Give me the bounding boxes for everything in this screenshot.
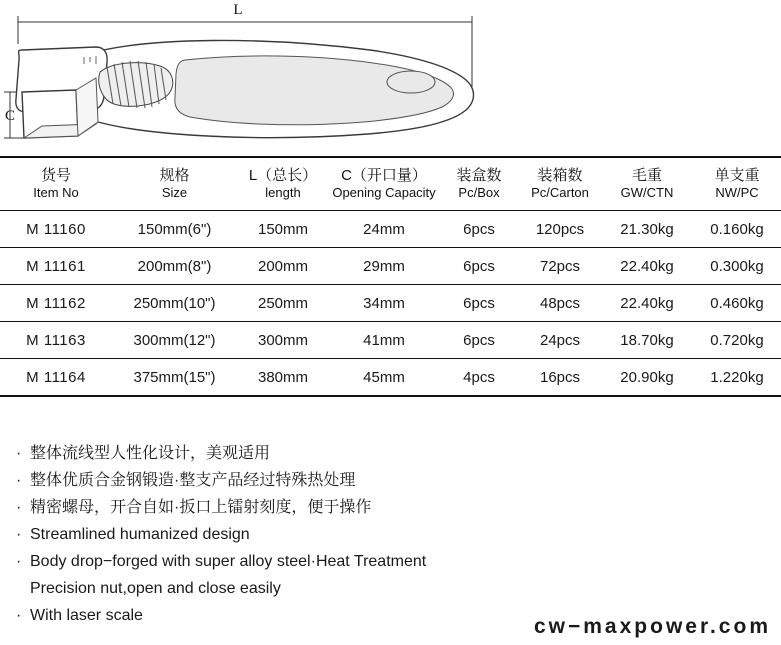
- column-header-gw-en: GW/CTN: [620, 185, 674, 200]
- cell-net-weight: 0.160kg: [693, 211, 781, 248]
- feature-list: [16, 440, 716, 629]
- product-diagram: [0, 0, 781, 155]
- cell-gross-weight: 22.40kg: [601, 285, 693, 322]
- diagram-label-capacity: C: [5, 108, 16, 124]
- cell-length: 150mm: [237, 211, 329, 248]
- column-header-item-no: [0, 157, 112, 211]
- cell-net-weight: 0.720kg: [693, 322, 781, 359]
- cell-net-weight: 0.460kg: [693, 285, 781, 322]
- cell-pc-carton: 24pcs: [519, 322, 601, 359]
- cell-opening: 45mm: [329, 359, 439, 397]
- cell-opening: 41mm: [329, 322, 439, 359]
- cell-size: 200mm(8"): [112, 248, 237, 285]
- cell-item-no: M 11164: [0, 359, 112, 397]
- cell-pc-box: 4pcs: [439, 359, 519, 397]
- cell-opening: 29mm: [329, 248, 439, 285]
- cell-length: 380mm: [237, 359, 329, 397]
- column-header-pc-carton-en: Pc/Carton: [531, 185, 589, 200]
- bullet-icon: ·: [16, 553, 22, 570]
- cell-size: 150mm(6"): [112, 211, 237, 248]
- cell-gross-weight: 22.40kg: [601, 248, 693, 285]
- column-header-nw-en: NW/PC: [715, 185, 759, 200]
- column-header-size-cn: 规格: [159, 167, 190, 184]
- cell-net-weight: 1.220kg: [693, 359, 781, 397]
- list-item-label: Body drop−forged with super alloy steel·Heat Treatment: [30, 553, 427, 570]
- cell-gross-weight: 21.30kg: [601, 211, 693, 248]
- bullet-icon: ·: [16, 445, 22, 462]
- column-header-pc-box-cn: 装盒数: [456, 167, 502, 184]
- table-row: [0, 322, 781, 359]
- cell-size: 300mm(12"): [112, 322, 237, 359]
- bullet-icon: ·: [16, 472, 22, 489]
- cell-size: 250mm(10"): [112, 285, 237, 322]
- list-item-label: 整体优质合金钢锻造·整支产品经过特殊热处理: [30, 472, 356, 489]
- cell-gross-weight: 20.90kg: [601, 359, 693, 397]
- table-row: [0, 285, 781, 322]
- cell-item-no: M 11162: [0, 285, 112, 322]
- diagram-label-length: L: [233, 2, 243, 18]
- cell-item-no: M 11161: [0, 248, 112, 285]
- list-item-label: 精密螺母，开合自如·扳口上镭射刻度，便于操作: [30, 499, 372, 516]
- list-item: [16, 467, 716, 494]
- bullet-icon: ·: [16, 526, 22, 543]
- table-row: [0, 211, 781, 248]
- cell-pc-box: 6pcs: [439, 211, 519, 248]
- list-item: [16, 548, 716, 575]
- list-item: [16, 521, 716, 548]
- column-header-opening-en: Opening Capacity: [332, 185, 436, 200]
- cell-opening: 34mm: [329, 285, 439, 322]
- cell-pc-carton: 16pcs: [519, 359, 601, 397]
- bullet-icon: ·: [16, 607, 22, 624]
- column-header-length-cn: L（总长）: [248, 167, 318, 184]
- list-item-label: Streamlined humanized design: [30, 526, 250, 543]
- column-header-gw-cn: 毛重: [631, 167, 662, 184]
- cell-length: 250mm: [237, 285, 329, 322]
- table-header-row: [0, 157, 781, 211]
- cell-item-no: M 11160: [0, 211, 112, 248]
- cell-gross-weight: 18.70kg: [601, 322, 693, 359]
- column-header-length: [237, 157, 329, 211]
- cell-size: 375mm(15"): [112, 359, 237, 397]
- list-item: [16, 494, 716, 521]
- column-header-nw-cn: 单支重: [714, 167, 760, 184]
- bullet-icon: ·: [16, 499, 22, 516]
- column-header-item-no-en: Item No: [33, 185, 79, 200]
- footer-brand-watermark: cw−maxpower.com: [533, 615, 771, 638]
- list-item: [16, 440, 716, 467]
- column-header-size-en: Size: [161, 185, 188, 200]
- column-header-pc-box: [439, 157, 519, 211]
- specification-table: [0, 156, 781, 397]
- cell-pc-carton: 120pcs: [519, 211, 601, 248]
- table-row: [0, 248, 781, 285]
- cell-opening: 24mm: [329, 211, 439, 248]
- cell-pc-carton: 72pcs: [519, 248, 601, 285]
- column-header-size: [112, 157, 237, 211]
- column-header-pc-carton: [519, 157, 601, 211]
- column-header-length-en: length: [265, 185, 301, 200]
- column-header-gross-weight: [601, 157, 693, 211]
- cell-pc-carton: 48pcs: [519, 285, 601, 322]
- list-item-label: 整体流线型人性化设计，美观适用: [30, 445, 271, 462]
- column-header-opening-cn: C（开口量）: [341, 167, 427, 184]
- cell-length: 300mm: [237, 322, 329, 359]
- column-header-opening-capacity: [329, 157, 439, 211]
- column-header-pc-box-en: Pc/Box: [458, 185, 500, 200]
- list-item: [16, 575, 716, 602]
- cell-pc-box: 6pcs: [439, 248, 519, 285]
- cell-length: 200mm: [237, 248, 329, 285]
- column-header-item-no-cn: 货号: [40, 167, 71, 184]
- list-item-label: With laser scale: [30, 607, 143, 624]
- cell-item-no: M 11163: [0, 322, 112, 359]
- cell-pc-box: 6pcs: [439, 285, 519, 322]
- column-header-net-weight: [693, 157, 781, 211]
- list-item-label: Precision nut,open and close easily: [30, 580, 281, 597]
- column-header-pc-carton-cn: 装箱数: [537, 167, 583, 184]
- cell-net-weight: 0.300kg: [693, 248, 781, 285]
- table-row: [0, 359, 781, 397]
- cell-pc-box: 6pcs: [439, 322, 519, 359]
